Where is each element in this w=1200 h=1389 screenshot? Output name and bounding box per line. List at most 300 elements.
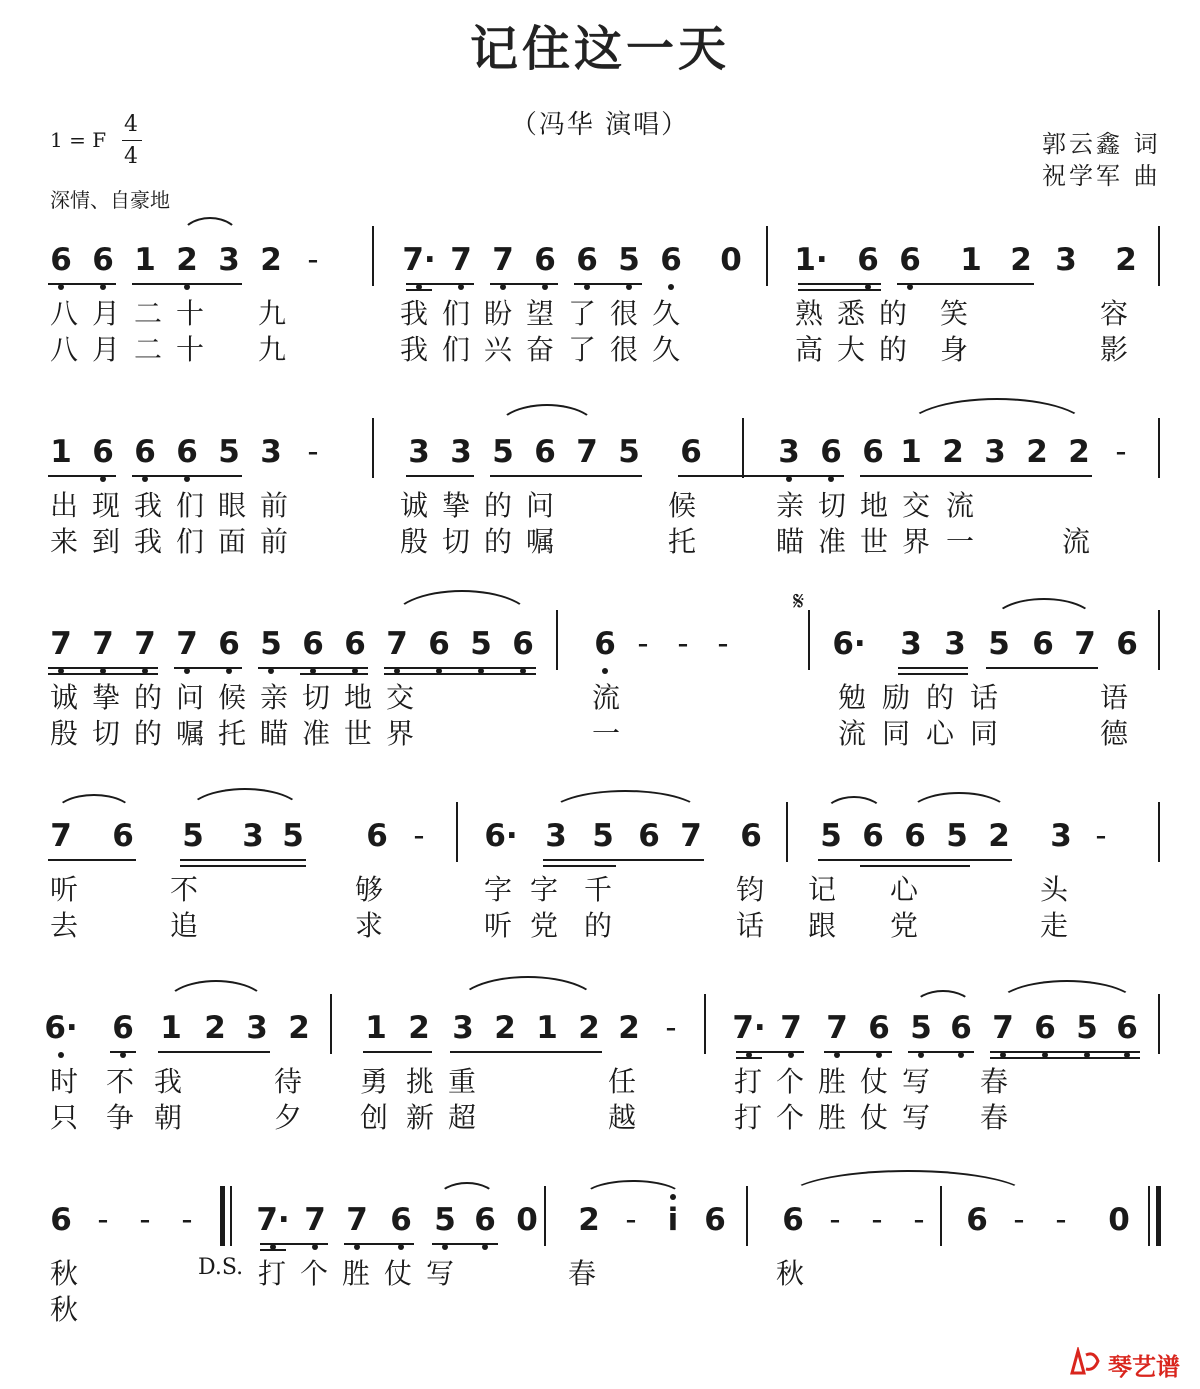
composer-credit: 祝学军 曲 bbox=[1042, 162, 1161, 190]
note: 6 bbox=[740, 818, 762, 854]
lyric-verse-2: 求 bbox=[355, 909, 384, 942]
lyric-verse-1: 时 bbox=[50, 1065, 79, 1098]
note: 2 bbox=[408, 1010, 430, 1046]
slur bbox=[908, 792, 1010, 814]
lyric-verse-1: 十 bbox=[176, 297, 205, 330]
beam-line bbox=[898, 667, 968, 669]
note: - bbox=[181, 1202, 193, 1238]
lyric-verse-1: 任 bbox=[608, 1065, 637, 1098]
lyric-verse-2: 追 bbox=[170, 909, 199, 942]
note: 6 bbox=[1116, 626, 1138, 662]
lyric-verse-1: 的 bbox=[134, 681, 163, 714]
barline bbox=[786, 802, 788, 862]
singer-credit: （冯华 演唱） bbox=[510, 110, 690, 140]
note: 7 bbox=[444, 240, 478, 280]
lyric-verse-1: 问 bbox=[526, 489, 555, 522]
lyric-verse-1: 钧 bbox=[736, 873, 765, 906]
note: 6 bbox=[366, 818, 388, 854]
note: - bbox=[413, 818, 425, 854]
note: - bbox=[913, 1202, 925, 1238]
barline bbox=[808, 610, 810, 670]
note: - bbox=[829, 1202, 841, 1238]
beam-line bbox=[406, 475, 474, 477]
beam-line-double bbox=[798, 289, 881, 291]
lyric-verse-2: 高 bbox=[795, 333, 824, 366]
note: 6 bbox=[422, 624, 456, 664]
beam-line bbox=[344, 1243, 414, 1245]
lyric-verse-1: 了 bbox=[568, 297, 597, 330]
note: - bbox=[1095, 818, 1107, 854]
beam-line-double bbox=[543, 865, 616, 867]
lyric-verse-2: 打 bbox=[734, 1101, 763, 1134]
barline bbox=[746, 1186, 748, 1246]
note: 5 bbox=[904, 1008, 938, 1048]
beam-line bbox=[860, 475, 1092, 477]
beam-line bbox=[490, 283, 558, 285]
barline bbox=[556, 610, 558, 670]
note: 7 bbox=[128, 624, 162, 664]
lyric-verse-2: 创 bbox=[360, 1101, 389, 1134]
beam-line bbox=[450, 1051, 602, 1053]
score-line bbox=[0, 240, 1200, 410]
score-line bbox=[0, 816, 1200, 986]
lyric-verse-1: 仗 bbox=[384, 1257, 413, 1290]
lyric-verse-2: 朝 bbox=[154, 1101, 183, 1134]
beam-line bbox=[406, 283, 474, 285]
lyric-verse-1: 月 bbox=[92, 297, 121, 330]
note: 6 bbox=[862, 1008, 896, 1048]
note: 1 bbox=[365, 1010, 387, 1046]
note: 7 bbox=[170, 624, 204, 664]
lyric-verse-1: 打 bbox=[734, 1065, 763, 1098]
note: 3 bbox=[900, 626, 922, 662]
lyric-verse-1: 很 bbox=[610, 297, 639, 330]
note: 6 bbox=[338, 624, 372, 664]
note: 1· bbox=[794, 242, 828, 278]
lyric-verse-1: 春 bbox=[980, 1065, 1009, 1098]
lyric-verse-1: 的 bbox=[484, 489, 513, 522]
note: - bbox=[677, 626, 689, 662]
note: - bbox=[307, 434, 319, 470]
beam-line-double bbox=[736, 1057, 762, 1059]
lyric-verse-1: 交 bbox=[902, 489, 931, 522]
lyric-verse-2: 瞄 bbox=[776, 525, 805, 558]
note: - bbox=[871, 1202, 883, 1238]
lyric-verse-1: 流 bbox=[592, 681, 621, 714]
lyric-verse-1: 仗 bbox=[860, 1065, 889, 1098]
note: 3 bbox=[452, 1010, 474, 1046]
lyric-verse-1: 重 bbox=[448, 1065, 477, 1098]
note: 2 bbox=[578, 1010, 600, 1046]
note: 6 bbox=[1032, 626, 1054, 662]
lyric-verse-2: 准 bbox=[818, 525, 847, 558]
lyric-verse-1: 前 bbox=[260, 489, 289, 522]
note: 5 bbox=[618, 434, 640, 470]
lyric-verse-2: 的 bbox=[879, 333, 908, 366]
barline bbox=[1158, 418, 1160, 478]
note: 6 bbox=[128, 432, 162, 472]
lyric-verse-2: 胜 bbox=[818, 1101, 847, 1134]
note: 0 bbox=[1108, 1202, 1130, 1238]
note: 6 bbox=[296, 624, 330, 664]
lyric-verse-2: 奋 bbox=[526, 333, 555, 366]
note: 6 bbox=[468, 1200, 502, 1240]
lyric-verse-2: 同 bbox=[882, 717, 911, 750]
beam-line bbox=[490, 475, 642, 477]
lyric-verse-1: 励 bbox=[882, 681, 911, 714]
note: 6 bbox=[384, 1200, 418, 1240]
note: 3 bbox=[545, 818, 567, 854]
lyric-verse-1: 容 bbox=[1100, 297, 1129, 330]
beam-line-double bbox=[48, 673, 158, 675]
lyric-verse-2: 二 bbox=[134, 333, 163, 366]
note: 3 bbox=[260, 434, 282, 470]
lyric-verse-1: 写 bbox=[902, 1065, 931, 1098]
lyric-verse-2: 世 bbox=[860, 525, 889, 558]
lyric-verse-1: 切 bbox=[818, 489, 847, 522]
lyric-verse-2: 久 bbox=[652, 333, 681, 366]
note: 1 bbox=[960, 242, 982, 278]
lyric-verse-1: 久 bbox=[652, 297, 681, 330]
beam-line-double bbox=[898, 673, 968, 675]
beam-line bbox=[132, 283, 242, 285]
lyric-verse-2: 党 bbox=[890, 909, 919, 942]
note: 6 bbox=[86, 432, 120, 472]
barline bbox=[1156, 1186, 1161, 1246]
note: i bbox=[656, 1200, 690, 1240]
beam-line bbox=[48, 859, 136, 861]
score-line bbox=[0, 1200, 1200, 1370]
note: 2 bbox=[494, 1010, 516, 1046]
lyric-verse-1: 我 bbox=[134, 489, 163, 522]
lyric-verse-1: 我 bbox=[154, 1065, 183, 1098]
beam-line-double bbox=[384, 673, 536, 675]
lyric-verse-1: 二 bbox=[134, 297, 163, 330]
lyric-verse-2: 超 bbox=[448, 1101, 477, 1134]
beam-line bbox=[543, 859, 704, 861]
lyric-verse-1: 问 bbox=[176, 681, 205, 714]
note: 5 bbox=[428, 1200, 462, 1240]
slur bbox=[54, 794, 134, 814]
note: 3 bbox=[450, 434, 472, 470]
lyric-verse-1: 秋 bbox=[50, 1257, 79, 1290]
lyric-verse-1: 个 bbox=[300, 1257, 329, 1290]
lyric-verse-2: 只 bbox=[50, 1101, 79, 1134]
lyric-verse-1: 熟 bbox=[795, 297, 824, 330]
note: 7· bbox=[256, 1202, 290, 1238]
lyric-verse-1: 打 bbox=[258, 1257, 287, 1290]
note: 2 bbox=[578, 1202, 600, 1238]
lyric-verse-2: 界 bbox=[386, 717, 415, 750]
lyric-verse-2: 一 bbox=[592, 717, 621, 750]
lyric-verse-2: 九 bbox=[258, 333, 287, 366]
note: 3 bbox=[246, 1010, 268, 1046]
lyric-verse-2: 党 bbox=[530, 909, 559, 942]
lyric-verse-1: 交 bbox=[386, 681, 415, 714]
beam-line bbox=[432, 1243, 498, 1245]
beam-line-double bbox=[260, 1249, 286, 1251]
note: 6 bbox=[638, 818, 660, 854]
note: 6 bbox=[106, 1008, 140, 1048]
lyric-verse-1: 望 bbox=[526, 297, 555, 330]
barline bbox=[220, 1186, 225, 1246]
beam-line bbox=[736, 1051, 804, 1053]
lyric-verse-1: 候 bbox=[218, 681, 247, 714]
lyric-verse-2: 瞄 bbox=[260, 717, 289, 750]
lyric-verse-2: 话 bbox=[736, 909, 765, 942]
slur bbox=[582, 1180, 684, 1198]
barline bbox=[230, 1186, 232, 1246]
beam-line bbox=[384, 667, 536, 669]
time-signature-bottom: 4 bbox=[124, 144, 138, 169]
barline bbox=[544, 1186, 546, 1246]
lyric-verse-2: 大 bbox=[837, 333, 866, 366]
note: 6 bbox=[782, 1202, 804, 1238]
lyric-verse-1: 待 bbox=[274, 1065, 303, 1098]
score-line bbox=[0, 624, 1200, 794]
barline bbox=[766, 226, 768, 286]
note: 1 bbox=[536, 1010, 558, 1046]
barline bbox=[1158, 226, 1160, 286]
beam-line-double bbox=[860, 865, 970, 867]
lyric-verse-2: 的 bbox=[584, 909, 613, 942]
lyric-verse-1: 们 bbox=[176, 489, 205, 522]
lyric-verse-1: 心 bbox=[890, 873, 919, 906]
beam-line bbox=[260, 1243, 328, 1245]
note: 2 bbox=[1026, 434, 1048, 470]
lyric-verse-1: 流 bbox=[946, 489, 975, 522]
lyric-verse-2: 流 bbox=[838, 717, 867, 750]
note: 6 bbox=[44, 240, 78, 280]
lyric-verse-2: 前 bbox=[260, 525, 289, 558]
note: - bbox=[97, 1202, 109, 1238]
note: 5 bbox=[946, 818, 968, 854]
note: 5 bbox=[820, 818, 842, 854]
note: 6 bbox=[851, 240, 885, 280]
note: 6· bbox=[44, 1010, 78, 1046]
note: 6 bbox=[904, 818, 926, 854]
note: 7 bbox=[820, 1008, 854, 1048]
note: 6 bbox=[588, 624, 622, 664]
slur bbox=[180, 217, 240, 238]
lyric-verse-1: 挚 bbox=[442, 489, 471, 522]
beam-line bbox=[132, 475, 242, 477]
note: 2 bbox=[942, 434, 964, 470]
lyric-verse-1: 地 bbox=[860, 489, 889, 522]
note-row bbox=[0, 1200, 1200, 1270]
note: 1 bbox=[900, 434, 922, 470]
lyric-verse-2: 到 bbox=[92, 525, 121, 558]
beam-line-double bbox=[406, 289, 432, 291]
lyric-verse-2: 了 bbox=[568, 333, 597, 366]
note: 7 bbox=[50, 818, 72, 854]
lyric-verse-1: 九 bbox=[258, 297, 287, 330]
note: 3 bbox=[242, 818, 264, 854]
lyric-verse-1: 勇 bbox=[360, 1065, 389, 1098]
note: 6 bbox=[680, 434, 702, 470]
note: 0 bbox=[516, 1202, 538, 1238]
lyric-verse-2: 夕 bbox=[274, 1101, 303, 1134]
beam-line bbox=[180, 859, 306, 861]
lyric-verse-2: 界 bbox=[902, 525, 931, 558]
note: 7 bbox=[486, 240, 520, 280]
lyric-verse-1: 不 bbox=[106, 1065, 135, 1098]
lyric-verse-1: 胜 bbox=[818, 1065, 847, 1098]
note: - bbox=[717, 626, 729, 662]
lyric-verse-2: 走 bbox=[1040, 909, 1069, 942]
note: 3 bbox=[408, 434, 430, 470]
note: 6 bbox=[506, 624, 540, 664]
beam-line bbox=[908, 1051, 974, 1053]
note: 6 bbox=[50, 1202, 72, 1238]
lyric-verse-1: 头 bbox=[1040, 873, 1069, 906]
beam-line bbox=[824, 1051, 892, 1053]
note: 3 bbox=[1055, 242, 1077, 278]
lyric-verse-2: 我 bbox=[400, 333, 429, 366]
note: 2 bbox=[260, 242, 282, 278]
note: 5 bbox=[592, 818, 614, 854]
lyric-verse-1: 笑 bbox=[940, 297, 969, 330]
lyric-verse-1: 够 bbox=[355, 873, 384, 906]
lyric-verse-2: 我 bbox=[134, 525, 163, 558]
lyric-verse-1: 诚 bbox=[50, 681, 79, 714]
note: 5 bbox=[1070, 1008, 1104, 1048]
slur bbox=[438, 1182, 496, 1198]
lyric-verse-1: 现 bbox=[92, 489, 121, 522]
lyric-verse-2: 争 bbox=[106, 1101, 135, 1134]
note: 6 bbox=[654, 240, 688, 280]
note: 5 bbox=[282, 818, 304, 854]
note: 5 bbox=[988, 626, 1010, 662]
lyric-verse-2: 们 bbox=[442, 333, 471, 366]
note: 1 bbox=[160, 1010, 182, 1046]
beam-line bbox=[174, 667, 242, 669]
lyric-verse-2: 影 bbox=[1100, 333, 1129, 366]
lyric-verse-2: 来 bbox=[50, 525, 79, 558]
lyric-verse-2: 的 bbox=[134, 717, 163, 750]
key-signature: 1 = F bbox=[50, 128, 107, 152]
lyric-verse-2: 越 bbox=[608, 1101, 637, 1134]
note: 7 bbox=[680, 818, 702, 854]
lyric-verse-2: 十 bbox=[176, 333, 205, 366]
note: 2 bbox=[1068, 434, 1090, 470]
lyric-verse-2: 写 bbox=[902, 1101, 931, 1134]
note: 7 bbox=[44, 624, 78, 664]
lyric-verse-2: 面 bbox=[218, 525, 247, 558]
beam-line bbox=[574, 283, 642, 285]
lyric-verse-1: 听 bbox=[50, 873, 79, 906]
song-title: 记住这一天 bbox=[469, 21, 730, 77]
note: 6 bbox=[944, 1008, 978, 1048]
tempo-marking: 深情、自豪地 bbox=[50, 188, 170, 212]
note: 6 bbox=[704, 1202, 726, 1238]
barline bbox=[1158, 610, 1160, 670]
lyric-verse-2: 世 bbox=[344, 717, 373, 750]
note: 3 bbox=[218, 242, 240, 278]
note: 3 bbox=[944, 626, 966, 662]
note: 2 bbox=[618, 1010, 640, 1046]
lyric-verse-1: 语 bbox=[1100, 681, 1129, 714]
lyric-verse-1: 千 bbox=[584, 873, 613, 906]
note: 5 bbox=[464, 624, 498, 664]
beam-line bbox=[986, 667, 1098, 669]
lyric-verse-2: 切 bbox=[92, 717, 121, 750]
beam-line bbox=[110, 1051, 136, 1053]
beam-line bbox=[363, 1051, 432, 1053]
lyric-verse-1: 不 bbox=[170, 873, 199, 906]
barline bbox=[456, 802, 458, 862]
note: 7 bbox=[1074, 626, 1096, 662]
note: 5 bbox=[492, 434, 514, 470]
lyric-verse-2: 去 bbox=[50, 909, 79, 942]
lyric-verse-1: 记 bbox=[808, 873, 837, 906]
barline bbox=[1148, 1186, 1150, 1246]
beam-line-double bbox=[180, 865, 306, 867]
note: 0 bbox=[720, 242, 742, 278]
logo-text: 琴艺谱 bbox=[1108, 1353, 1180, 1381]
beam-line bbox=[48, 283, 116, 285]
lyric-verse-2: 嘱 bbox=[176, 717, 205, 750]
note: 7 bbox=[340, 1200, 374, 1240]
lyricist-credit: 郭云鑫 词 bbox=[1042, 130, 1161, 158]
note: 6 bbox=[966, 1202, 988, 1238]
note: - bbox=[139, 1202, 151, 1238]
beam-line-double bbox=[990, 1057, 1140, 1059]
note: 5 bbox=[254, 624, 288, 664]
lyric-verse-2: 很 bbox=[610, 333, 639, 366]
lyric-verse-2: 嘱 bbox=[526, 525, 555, 558]
lyric-verse-2: 月 bbox=[92, 333, 121, 366]
beam-line bbox=[818, 859, 1012, 861]
lyric-verse-1: 们 bbox=[442, 297, 471, 330]
lyric-verse-1: 秋 bbox=[776, 1257, 805, 1290]
note: 7 bbox=[298, 1200, 332, 1240]
note: 7· bbox=[402, 242, 436, 278]
lyric-verse-1: 写 bbox=[426, 1257, 455, 1290]
note: 6 bbox=[112, 818, 134, 854]
note: 2 bbox=[1010, 242, 1032, 278]
note: 2 bbox=[288, 1010, 310, 1046]
barline bbox=[704, 994, 706, 1054]
note: 6 bbox=[86, 240, 120, 280]
lyric-verse-1: 诚 bbox=[400, 489, 429, 522]
note: 6 bbox=[814, 432, 848, 472]
beam-line bbox=[678, 475, 844, 477]
lyric-verse-2: 们 bbox=[176, 525, 205, 558]
lyric-verse-2: 仗 bbox=[860, 1101, 889, 1134]
note: 7· bbox=[732, 1010, 766, 1046]
lyric-verse-2: 准 bbox=[302, 717, 331, 750]
score-line bbox=[0, 432, 1200, 602]
note: 6· bbox=[484, 818, 518, 854]
lyric-verse-2: 听 bbox=[484, 909, 513, 942]
lyric-verse-1: 盼 bbox=[484, 297, 513, 330]
note: 6 bbox=[1028, 1008, 1062, 1048]
note: 6 bbox=[570, 240, 604, 280]
note: 6 bbox=[170, 432, 204, 472]
segno-sign: 𝄋 bbox=[793, 587, 805, 617]
lyric-verse-2: 殷 bbox=[50, 717, 79, 750]
beam-line bbox=[897, 283, 1034, 285]
note: 7 bbox=[86, 624, 120, 664]
beam-line bbox=[158, 1051, 270, 1053]
beam-line-double bbox=[300, 673, 368, 675]
lyric-verse-2: 流 bbox=[1062, 525, 1091, 558]
note: - bbox=[1013, 1202, 1025, 1238]
lyric-verse-2: 托 bbox=[668, 525, 697, 558]
barline bbox=[742, 418, 744, 478]
lyric-verse-1: 悉 bbox=[837, 297, 866, 330]
